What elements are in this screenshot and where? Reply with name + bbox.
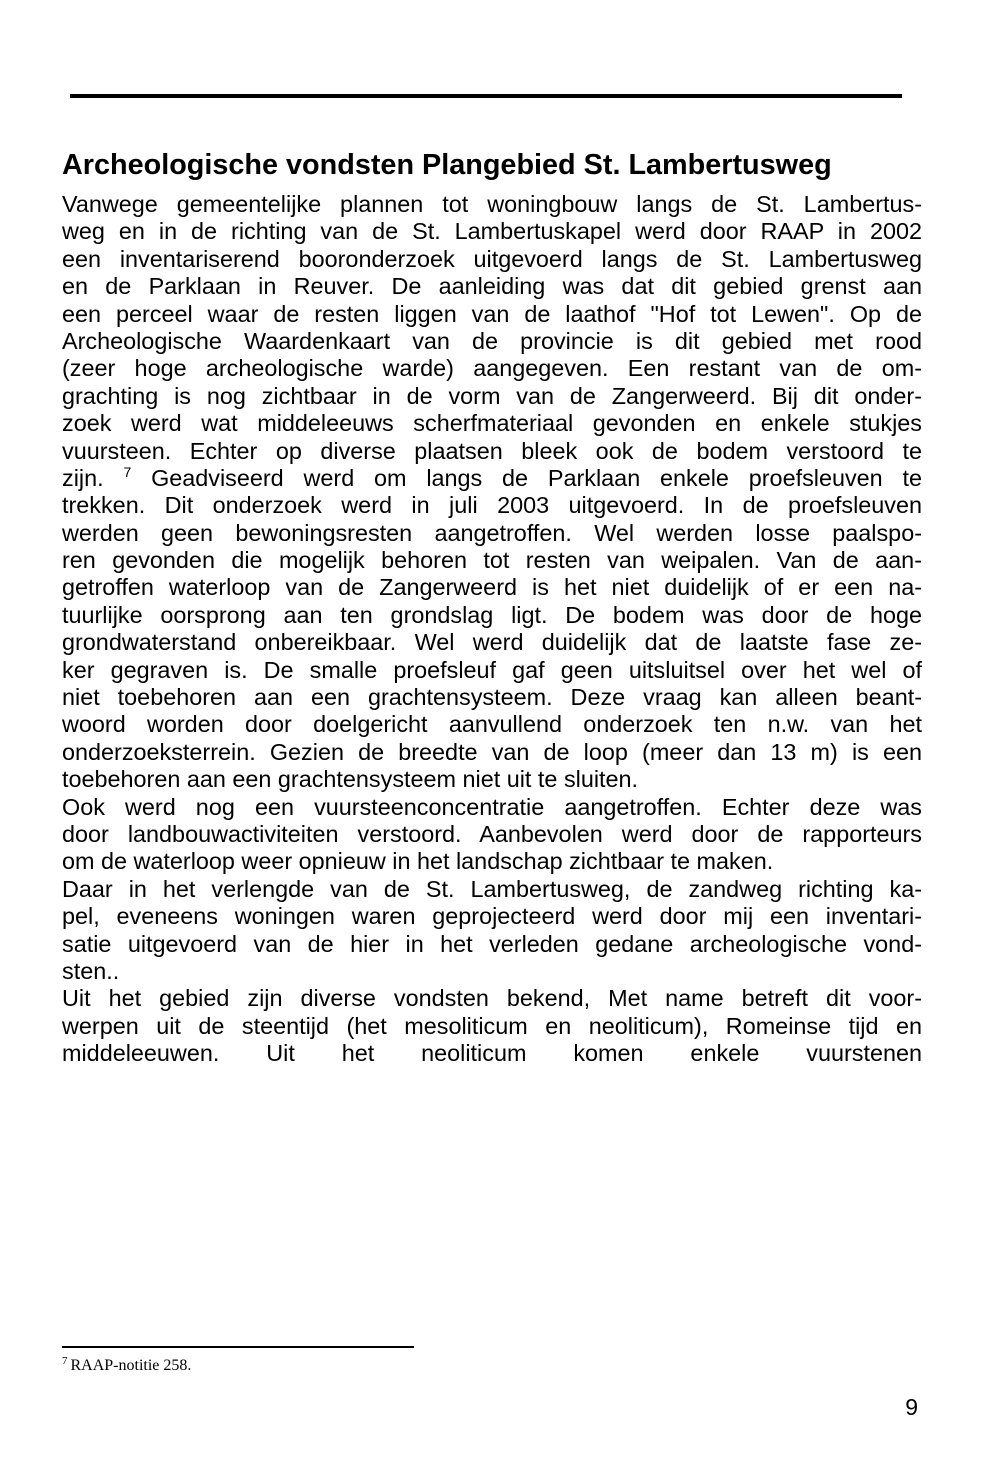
- body-line: [62, 711, 922, 738]
- body-line: [62, 492, 922, 519]
- body-line: [62, 574, 922, 601]
- body-line: [62, 273, 922, 300]
- footnote-reference: 7: [123, 464, 132, 481]
- line-text: Uit het gebied zijn diverse vondsten bekend, Met name betreft dit voor-: [62, 985, 922, 1012]
- line-text: grondwaterstand onbereikbaar. Wel werd duidelijk dat de laatste fase ze-: [62, 629, 922, 656]
- line-text: en de Parklaan in Reuver. De aanleiding was dat dit gebied grenst aan: [62, 273, 922, 300]
- body-line: [62, 684, 922, 711]
- line-text: (zeer hoge archeologische warde) aangegeven. Een restant van de om-: [62, 355, 922, 382]
- body-line: [62, 547, 922, 574]
- body-line: [62, 794, 922, 821]
- line-text: woord worden door doelgericht aanvullend onderzoek ten n.w. van het: [62, 711, 922, 738]
- line-text: getroffen waterloop van de Zangerweerd is het niet duidelijk of er een na-: [62, 574, 922, 601]
- body-line: [62, 1040, 922, 1067]
- line-text: weg en in de richting van de St. Lambertuskapel werd door RAAP in 2002: [62, 218, 922, 245]
- line-text: een perceel waar de resten liggen van de laathof "Hof tot Lewen". Op de: [62, 300, 922, 327]
- footnote: [62, 1356, 191, 1376]
- line-text: sten..: [62, 957, 120, 984]
- line-text: middeleeuwen. Uit het neoliticum komen enkele vuurstenen: [62, 1040, 922, 1067]
- line-text: Daar in het verlengde van de St. Lambertusweg, de zandweg richting ka-: [62, 875, 922, 902]
- body-line: [62, 328, 922, 355]
- body-line: [62, 355, 922, 382]
- top-rule: [70, 94, 902, 98]
- line-text: pel, eveneens woningen waren geprojecteerd werd door mij een inventari-: [62, 903, 922, 930]
- line-text: niet toebehoren aan een grachtensysteem. Deze vraag kan alleen beant-: [62, 684, 922, 711]
- body-line: [62, 383, 922, 410]
- body-line: [62, 821, 922, 848]
- footnote-text: RAAP-notitie 258.: [70, 1357, 192, 1374]
- body-line: [62, 301, 922, 328]
- line-text: om de waterloop weer opnieuw in het landschap zichtbaar te maken.: [62, 848, 774, 875]
- line-text: vuursteen. Echter op diverse plaatsen bleek ook de bodem verstoord te: [62, 437, 922, 464]
- body-line: [62, 903, 922, 930]
- line-text: ker gegraven is. De smalle proefsleuf gaf geen uitsluitsel over het wel of: [62, 656, 922, 683]
- line-prefix: zijn.: [62, 464, 104, 491]
- line-text: ren gevonden die mogelijk behoren tot resten van weipalen. Van de aan-: [62, 547, 922, 574]
- body-line: [62, 958, 922, 985]
- line-text: Ook werd nog een vuursteenconcentratie aangetroffen. Echter deze was: [62, 793, 922, 820]
- line-text: onderzoeksterrein. Gezien de breedte van de loop (meer dan 13 m) is een: [62, 738, 922, 765]
- body-line: [62, 520, 922, 547]
- line-text: zoek werd wat middeleeuws scherfmateriaal gevonden en enkele stukjes: [62, 410, 922, 437]
- body-line: [62, 438, 922, 465]
- page-number: 9: [905, 1394, 918, 1420]
- body-line: [62, 848, 922, 875]
- line-text: satie uitgevoerd van de hier in het verleden gedane archeologische vond-: [62, 930, 922, 957]
- line-text: werden geen bewoningsresten aangetroffen. Wel werden losse paalspo-: [62, 519, 922, 546]
- body-line: [62, 657, 922, 684]
- footnote-marker: 7: [62, 1354, 68, 1367]
- body-text: [62, 191, 922, 1068]
- body-line: [62, 1013, 922, 1040]
- line-text: toebehoren aan een grachtensysteem niet uit te sluiten.: [62, 766, 639, 793]
- body-line: [62, 410, 922, 437]
- body-line: [62, 766, 922, 793]
- line-text: Geadviseerd werd om langs de Parklaan enkele proefsleuven te: [151, 464, 922, 491]
- line-text: een inventariserend booronderzoek uitgevoerd langs de St. Lambertusweg: [62, 245, 922, 272]
- body-line: [62, 629, 922, 656]
- body-line: [62, 218, 922, 245]
- line-text: door landbouwactiviteiten verstoord. Aanbevolen werd door de rapporteurs: [62, 820, 922, 847]
- section-heading: Archeologische vondsten Plangebied St. Lambertusweg: [62, 149, 832, 181]
- body-line: [62, 876, 922, 903]
- body-line: [62, 191, 922, 218]
- line-text: werpen uit de steentijd (het mesoliticum en neoliticum), Romeinse tijd en: [62, 1012, 922, 1039]
- line-text: tuurlijke oorsprong aan ten grondslag ligt. De bodem was door de hoge: [62, 601, 922, 628]
- line-text: trekken. Dit onderzoek werd in juli 2003 uitgevoerd. In de proefsleuven: [62, 492, 922, 519]
- body-line: [62, 931, 922, 958]
- body-line: [62, 465, 922, 492]
- footnote-rule: [62, 1346, 414, 1348]
- line-text: Archeologische Waardenkaart van de provincie is dit gebied met rood: [62, 327, 922, 354]
- line-text: grachting is nog zichtbaar in de vorm van de Zangerweerd. Bij dit onder-: [62, 382, 922, 409]
- body-line: [62, 739, 922, 766]
- line-text: Vanwege gemeentelijke plannen tot woningbouw langs de St. Lambertus-: [62, 191, 922, 217]
- body-line: [62, 985, 922, 1012]
- body-line: [62, 246, 922, 273]
- body-line: [62, 602, 922, 629]
